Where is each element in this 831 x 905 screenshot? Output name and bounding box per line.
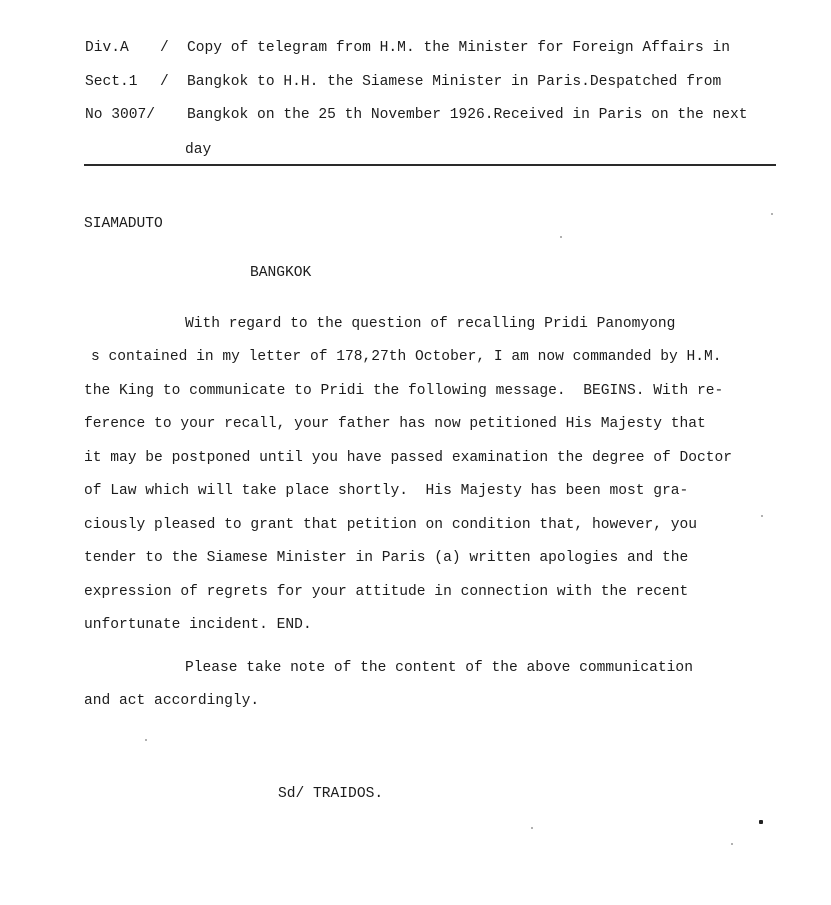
message-line: it may be postponed until you have passed examination the degree of Doctor (84, 450, 733, 466)
scan-speck (731, 843, 733, 845)
message-line: unfortunate incident. END. (84, 617, 312, 633)
address-city: BANGKOK (250, 265, 312, 281)
header-line: Bangkok to H.H. the Siamese Minister in Paris.Despatched from (187, 74, 722, 90)
message-line: ference to your recall, your father has now petitioned His Majesty that (84, 416, 706, 432)
reference-slash: / (160, 40, 169, 56)
header-line: Copy of telegram from H.M. the Minister for Foreign Affairs in (187, 40, 730, 56)
header-line: Bangkok on the 25 th November 1926.Received in Paris on the next (187, 107, 748, 123)
message-line: s contained in my letter of 178,27th October, I am now commanded by H.M. (91, 349, 722, 365)
message-line: With regard to the question of recalling Pridi Panomyong (185, 316, 676, 332)
signature: Sd/ TRAIDOS. (278, 786, 384, 802)
scan-speck (759, 820, 763, 824)
reference-section: Sect.1 (85, 74, 138, 90)
header-line: day (185, 142, 212, 158)
message-line: tender to the Siamese Minister in Paris (a) written apologies and the (84, 550, 689, 566)
closing-line: Please take note of the content of the above communication (185, 660, 693, 676)
telegraphic-address: SIAMADUTO (84, 216, 163, 232)
message-line: ciously pleased to grant that petition on condition that, however, you (84, 517, 698, 533)
scan-speck (145, 739, 147, 741)
scan-speck (531, 827, 533, 829)
scan-speck (771, 213, 773, 215)
reference-division: Div.A (85, 40, 129, 56)
reference-number: No 3007/ (85, 107, 156, 123)
message-line: the King to communicate to Pridi the following message. BEGINS. With re- (84, 383, 724, 399)
header-rule (84, 164, 776, 166)
message-line: expression of regrets for your attitude in connection with the recent (84, 584, 689, 600)
reference-slash: / (160, 74, 169, 90)
message-line: of Law which will take place shortly. His Majesty has been most gra- (84, 483, 689, 499)
closing-line: and act accordingly. (84, 693, 260, 709)
scan-speck (560, 236, 562, 238)
scan-speck (761, 515, 763, 517)
